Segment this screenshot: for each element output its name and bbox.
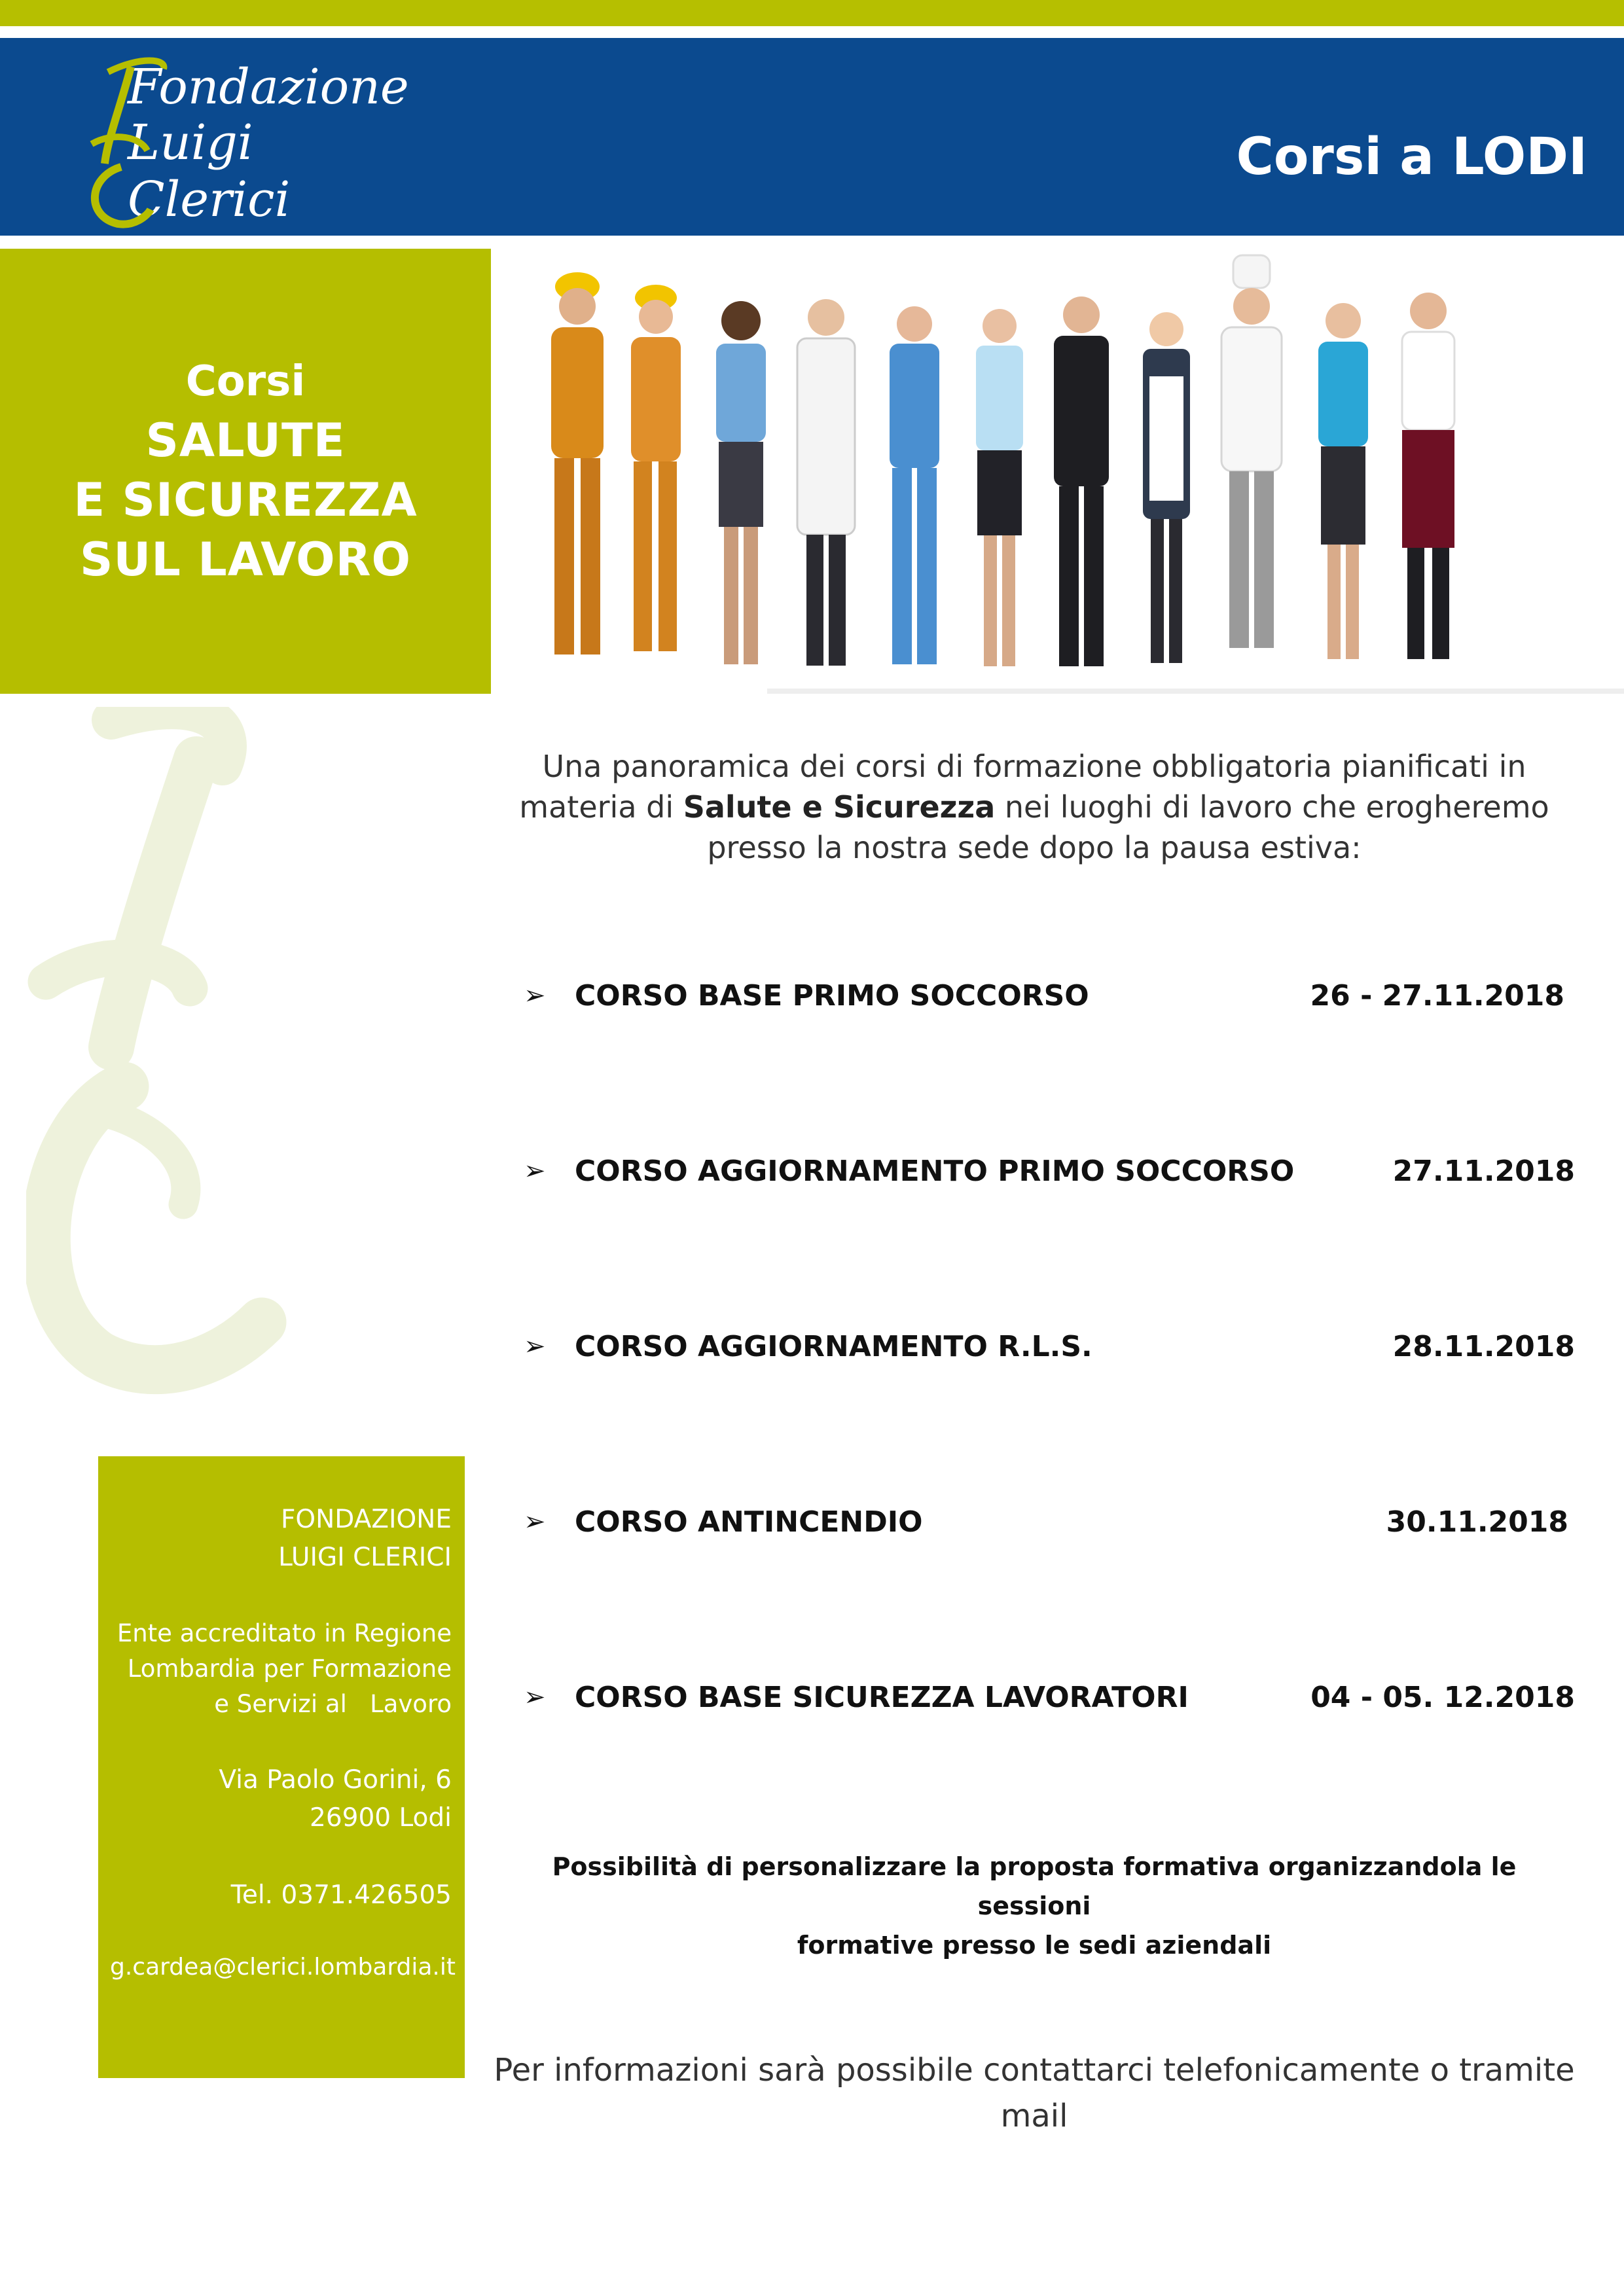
course-row [524,1327,1584,1369]
course-row [524,1152,1584,1194]
contact-line: mail [1000,2098,1068,2134]
arrow-bullet-icon: ➢ [524,1331,546,1361]
course-row [524,977,1584,1018]
workers-group-photo [492,249,1624,694]
arrow-bullet-icon: ➢ [524,1156,546,1186]
org-name-line: FONDAZIONE [280,1505,452,1534]
category-line-sicurezza: E SICUREZZA [73,473,418,528]
course-name: CORSO AGGIORNAMENTO PRIMO SOCCORSO [575,1155,1295,1188]
note-line: Possibilità di personalizzare la proposta formativa organizzandola le sessioni [552,1852,1517,1920]
course-date: 27.11.2018 [1392,1155,1575,1188]
course-category-panel [0,249,491,694]
org-name-line: LUIGI CLERICI [278,1543,452,1572]
accreditation-line: Lombardia per Formazione [127,1655,452,1683]
course-date: 26 - 27.11.2018 [1310,979,1564,1013]
page-title: Corsi a LODI [1236,128,1587,187]
category-line-salute: SALUTE [145,414,346,468]
course-date: 28.11.2018 [1392,1330,1575,1363]
foundation-logo [82,52,422,229]
accreditation-line: e Servizi al Lavoro [214,1690,452,1718]
address-line: Via Paolo Gorini, 6 [219,1765,452,1795]
course-row [524,1678,1584,1720]
course-date: 30.11.2018 [1386,1505,1568,1539]
customization-note [511,1847,1558,1965]
arrow-bullet-icon: ➢ [524,1682,546,1712]
course-name: CORSO BASE SICUREZZA LAVORATORI [575,1681,1189,1714]
logo-word-fondazione: Fondazione [128,59,409,115]
intro-text-part1: Una panoramica dei corsi di formazione obbligatoria pianificati in materia di [519,749,1526,825]
address-line: 26900 Lodi [310,1803,452,1833]
accreditation-text [98,1616,452,1722]
category-line-corsi: Corsi [185,357,306,406]
logo-word-clerici: Clerici [128,171,291,228]
course-name: CORSO ANTINCENDIO [575,1505,923,1539]
logo-watermark [26,707,367,1433]
accreditation-line: Ente accreditato in Regione [117,1619,452,1647]
course-name: CORSO AGGIORNAMENTO R.L.S. [575,1330,1092,1363]
email-link[interactable]: g.cardea@clerici.lombardia.it [109,1954,456,1981]
foundation-info-box [98,1456,465,2078]
intro-paragraph [497,746,1571,868]
contact-line: Per informazioni sarà possibile contattarci telefonicamente o tramite [494,2052,1575,2089]
category-line-lavoro: SUL LAVORO [79,533,412,587]
course-row [524,1503,1584,1545]
phone-number[interactable]: Tel. 0371.426505 [230,1880,452,1910]
logo-word-luigi: Luigi [128,115,253,171]
address [98,1761,452,1837]
arrow-bullet-icon: ➢ [524,980,546,1011]
org-name [98,1501,452,1577]
contact-info-text [484,2047,1584,2139]
course-name: CORSO BASE PRIMO SOCCORSO [575,979,1089,1013]
intro-text-part2: nei luoghi di lavoro che erogheremo presso la nostra sede dopo la pausa estiva: [707,789,1549,865]
arrow-bullet-icon: ➢ [524,1507,546,1537]
course-date: 04 - 05. 12.2018 [1310,1681,1575,1714]
note-line: formative presso le sedi aziendali [797,1931,1272,1960]
top-accent-stripe [0,0,1624,26]
intro-highlight: Salute e Sicurezza [683,789,996,825]
